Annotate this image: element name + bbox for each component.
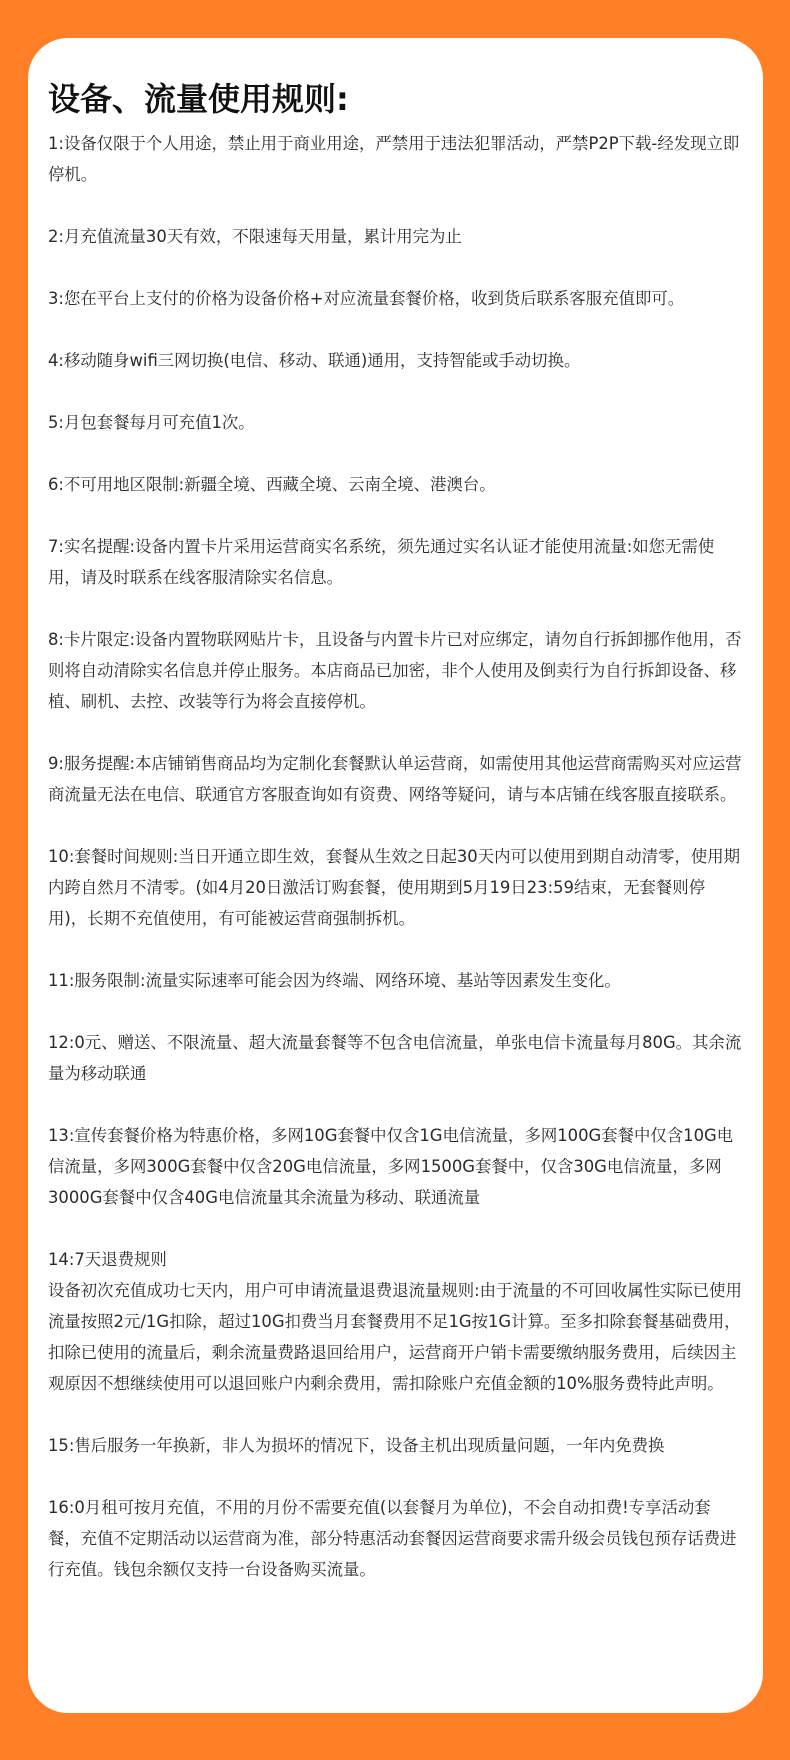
rule-9: 9:服务提醒:本店铺销售商品均为定制化套餐默认单运营商，如需使用其他运营商需购买对应运营商流量无法在电信、联通官方客服查询如有资费、网络等疑问，请与本店铺在线客服直接联系。 bbox=[48, 754, 742, 805]
rule-12: 12:0元、赠送、不限流量、超大流量套餐等不包含电信流量，单张电信卡流量每月80G。其余流量为移动联通 bbox=[48, 1033, 742, 1084]
rule-5: 5:月包套餐每月可充值1次。 bbox=[48, 413, 255, 433]
rule-2: 2:月充值流量30天有效，不限速每天用量，累计用完为止 bbox=[48, 227, 462, 247]
rule-6: 6:不可用地区限制:新疆全境、西藏全境、云南全境、港澳台。 bbox=[48, 475, 496, 495]
rule-1: 1:设备仅限于个人用途，禁止用于商业用途，严禁用于违法犯罪活动，严禁P2P下载-经发现立即停机。 bbox=[48, 134, 740, 185]
page-title: 设备、流量使用规则: bbox=[48, 80, 349, 118]
rule-7: 7:实名提醒:设备内置卡片采用运营商实名系统，须先通过实名认证才能使用流量:如您无需使用，请及时联系在线客服清除实名信息。 bbox=[48, 537, 715, 588]
rules-card bbox=[28, 38, 763, 1713]
rule-13: 13:宣传套餐价格为特惠价格，多网10G套餐中仅含1G电信流量，多网100G套餐中仅含10G电信流量，多网300G套餐中仅含20G电信流量，多网1500G套餐中，仅含30G电信流量，多网3000G套餐中仅含40G电信流量其余流量为移动、联通流量 bbox=[48, 1126, 734, 1208]
rules-list bbox=[48, 128, 743, 1585]
rule-16: 16:0月租可按月充值，不用的月份不需要充值(以套餐月为单位)，不会自动扣费!专享活动套餐，充值不定期活动以运营商为准，部分特惠活动套餐因运营商要求需升级会员钱包预存话费进行充值。钱包余额仅支持一台设备购买流量。 bbox=[48, 1498, 737, 1580]
rule-8: 8:卡片限定:设备内置物联网贴片卡，且设备与内置卡片已对应绑定，请勿自行拆卸挪作他用，否则将自动清除实名信息并停止服务。本店商品已加密，非个人使用及倒卖行为自行拆卸设备、移植、刷机、去控、改装等行为将会直接停机。 bbox=[48, 630, 742, 712]
rule-15: 15:售后服务一年换新，非人为损坏的情况下，设备主机出现质量问题，一年内免费换 bbox=[48, 1436, 665, 1456]
rule-3: 3:您在平台上支付的价格为设备价格+对应流量套餐价格，收到货后联系客服充值即可。 bbox=[48, 289, 685, 309]
rule-4: 4:移动随身wifi三网切换(电信、移动、联通)通用，支持智能或手动切换。 bbox=[48, 351, 581, 371]
rule-10: 10:套餐时间规则:当日开通立即生效，套餐从生效之日起30天内可以使用到期自动清零，使用期内跨自然月不清零。(如4月20日激活订购套餐，使用期到5月19日23:59结束，无套餐则停用)，长期不充值使用，有可能被运营商强制拆机。 bbox=[48, 847, 740, 929]
rule-14-body: 设备初次充值成功七天内，用户可申请流量退费退流量规则:由于流量的不可回收属性实际已使用流量按照2元/1G扣除，超过10G扣费当月套餐费用不足1G按1G计算。至多扣除套餐基础费用，扣除已使用的流量后，剩余流量费路退回给用户，运营商开户销卡需要缴纳服务费用，后续因主观原因不想继续使用可以退回账户内剩余费用，需扣除账户充值金额的10%服务费特此声明。 bbox=[48, 1281, 742, 1394]
rule-14-title: 14:7天退费规则 bbox=[48, 1250, 167, 1270]
rule-11: 11:服务限制:流量实际速率可能会因为终端、网络环境、基站等因素发生变化。 bbox=[48, 971, 621, 991]
rule-14 bbox=[48, 1244, 743, 1399]
